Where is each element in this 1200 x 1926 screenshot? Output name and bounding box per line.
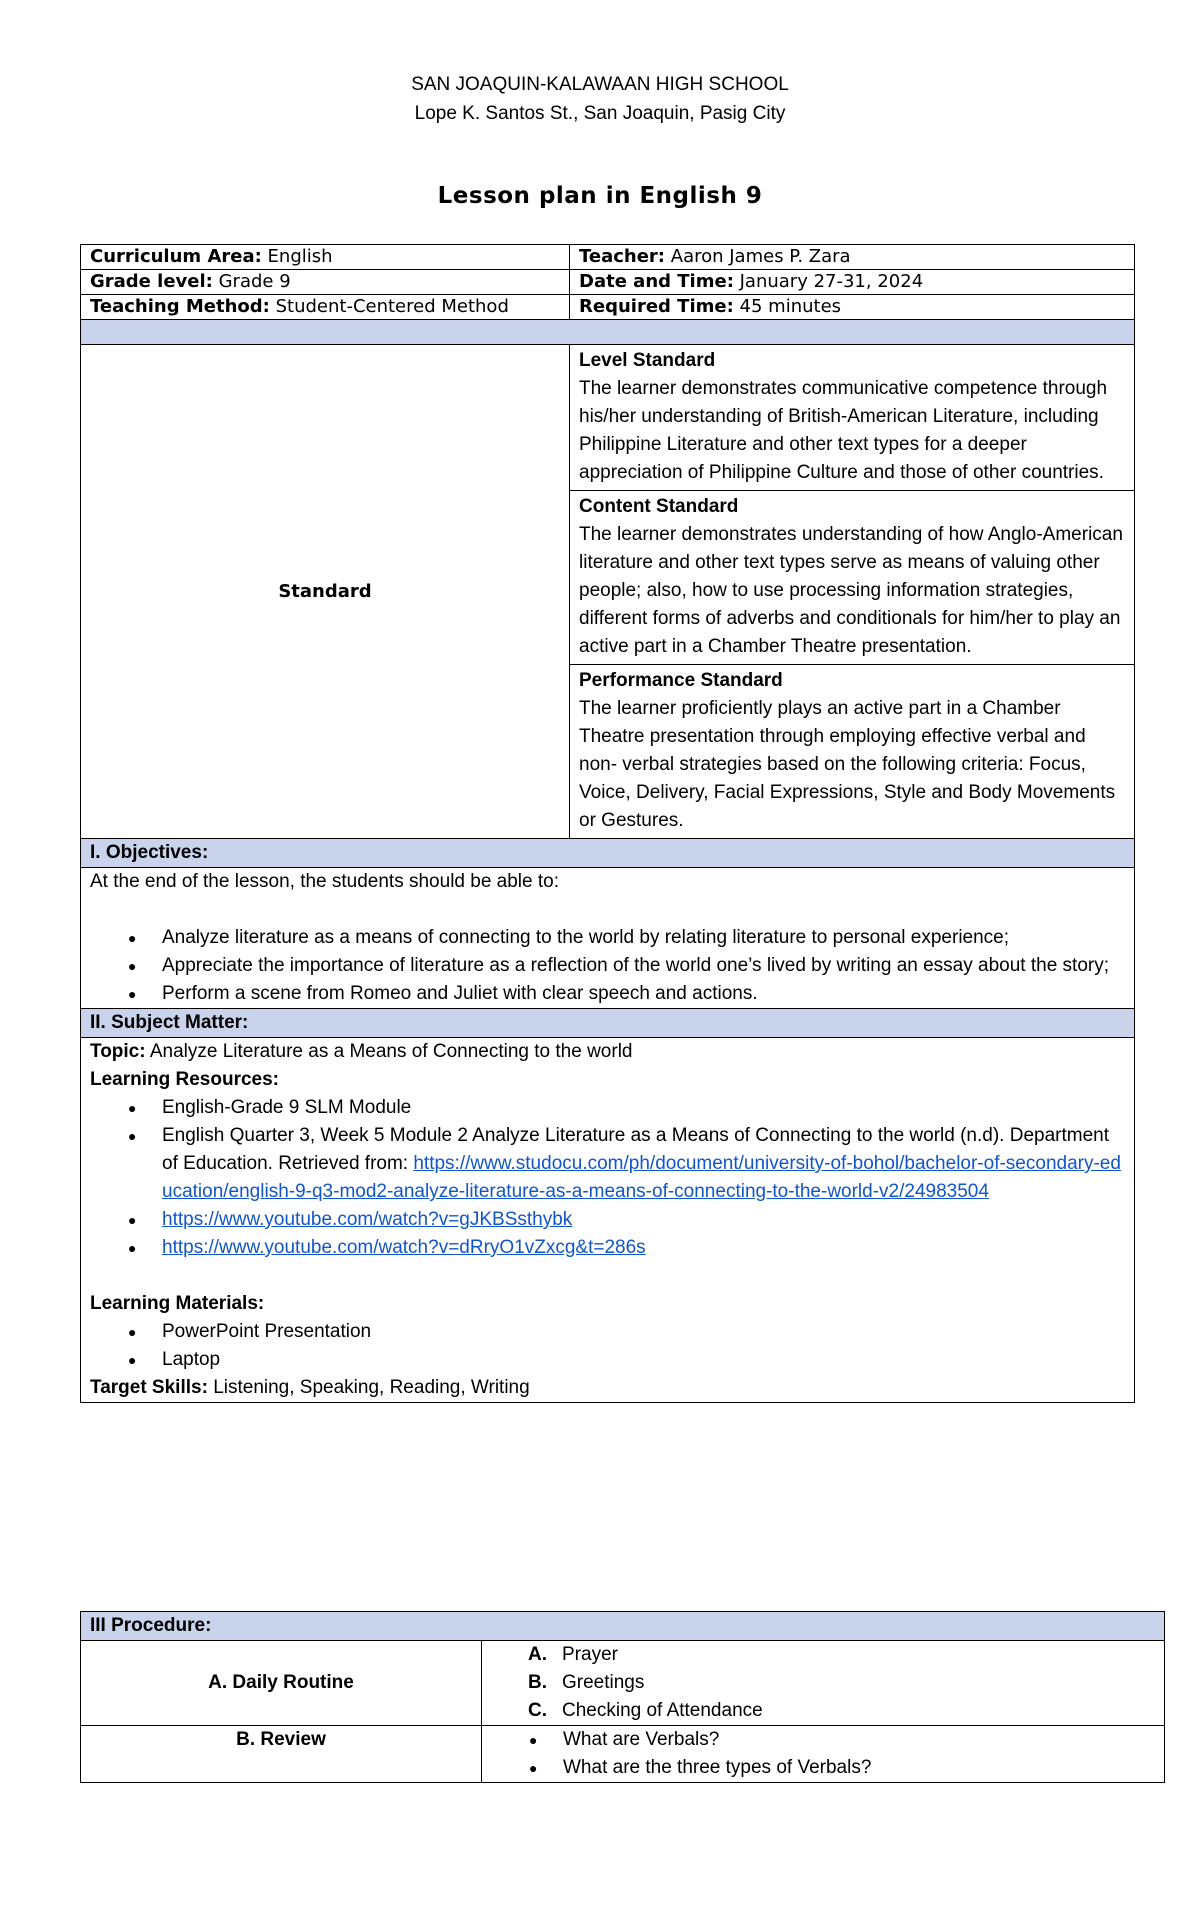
topic-value: Analyze Literature as a Means of Connecting to the world xyxy=(149,1041,633,1062)
list-item: ● English-Grade 9 SLM Module xyxy=(90,1094,1125,1122)
objectives-row xyxy=(81,868,1135,1009)
review-row xyxy=(81,1726,1165,1783)
list-item xyxy=(90,1234,1125,1262)
shaded-band xyxy=(81,320,1135,345)
list-item: ● Analyze literature as a means of connecting to the world by relating literature to personal experience; xyxy=(90,924,1125,952)
subject-matter-cell xyxy=(81,1038,1135,1403)
daily-routine-row xyxy=(81,1641,1165,1726)
grade-cell xyxy=(81,270,570,295)
list-marker: A. xyxy=(528,1644,547,1665)
list-item xyxy=(90,1122,1125,1206)
list-item: ● What are Verbals? xyxy=(491,1726,1155,1754)
teacher-label: Teacher: xyxy=(579,246,666,267)
time-cell xyxy=(570,295,1135,320)
youtube-link[interactable]: https://www.youtube.com/watch?v=gJKBSsthybk xyxy=(162,1209,573,1230)
list-item: ● Perform a scene from Romeo and Juliet with clear speech and actions. xyxy=(90,980,1125,1008)
materials-list xyxy=(90,1318,1125,1374)
lesson-plan-title: Lesson plan in English 9 xyxy=(437,183,763,209)
objectives-heading: I. Objectives: xyxy=(81,839,1135,868)
level-standard-cell xyxy=(570,345,1135,491)
info-row xyxy=(81,270,1135,295)
skills-value: Listening, Speaking, Reading, Writing xyxy=(213,1377,530,1398)
skills-line xyxy=(90,1374,1125,1402)
section-header-row xyxy=(81,839,1135,868)
level-standard-text: The learner demonstrates communicative competence through his/her understanding of British-American Literature, including Philippine Literature and other text types for a deeper appreciation of Philippine Culture and those of other countries. xyxy=(579,378,1108,483)
lesson-plan-table xyxy=(80,244,1135,1403)
list-item xyxy=(90,1206,1125,1234)
list-item: ● Appreciate the importance of literature as a reflection of the world one’s lived by writing an essay about the story; xyxy=(90,952,1125,980)
list-marker: C. xyxy=(528,1700,547,1721)
objectives-intro: At the end of the lesson, the students should be able to: xyxy=(90,871,559,892)
list-item xyxy=(491,1641,1155,1669)
youtube-link[interactable]: https://www.youtube.com/watch?v=dRryO1vZxcg&t=286s xyxy=(162,1237,646,1258)
method-value: Student-Centered Method xyxy=(275,296,509,317)
list-item xyxy=(491,1669,1155,1697)
curriculum-label: Curriculum Area: xyxy=(90,246,262,267)
procedure-heading: III Procedure: xyxy=(81,1612,1165,1641)
materials-label: Learning Materials: xyxy=(90,1293,265,1314)
standard-label: Standard xyxy=(81,345,570,839)
info-row xyxy=(81,245,1135,270)
objectives-list xyxy=(90,924,1125,1008)
list-marker: B. xyxy=(528,1672,547,1693)
resources-list xyxy=(90,1094,1125,1262)
daily-routine-cell xyxy=(482,1641,1165,1726)
content-standard-title: Content Standard xyxy=(579,496,739,517)
skills-label: Target Skills: xyxy=(90,1377,208,1398)
list-item: ● PowerPoint Presentation xyxy=(90,1318,1125,1346)
performance-standard-cell xyxy=(570,665,1135,839)
method-cell xyxy=(81,295,570,320)
grade-label: Grade level: xyxy=(90,271,213,292)
method-label: Teaching Method: xyxy=(90,296,270,317)
studocu-link[interactable]: https://www.studocu.com/ph/document/university-of-bohol/bachelor-of-secondary-education/english-9-q3-mod2-analyze-literature-as-a-means-of-connecting-to-the-world-v2/24983504 xyxy=(162,1153,1121,1202)
procedure-table xyxy=(80,1611,1165,1783)
objectives-cell xyxy=(81,868,1135,1009)
daily-routine-list xyxy=(491,1641,1155,1725)
date-label: Date and Time: xyxy=(579,271,734,292)
time-value: 45 minutes xyxy=(739,296,842,317)
performance-standard-text: The learner proficiently plays an active part in a Chamber Theatre presentation through employing effective verbal and non- verbal strategies based on the following criteria: Focus, Voice, Delivery, Facial Expressions, Style and Body Movements or Gestures. xyxy=(579,698,1116,831)
info-row xyxy=(81,295,1135,320)
teacher-value: Aaron James P. Zara xyxy=(670,246,851,267)
topic-line xyxy=(90,1038,1125,1066)
standard-row xyxy=(81,345,1135,491)
school-address: Lope K. Santos St., San Joaquin, Pasig City xyxy=(414,103,786,124)
daily-routine-label: A. Daily Routine xyxy=(81,1641,482,1726)
list-item: ● What are the three types of Verbals? xyxy=(491,1754,1155,1782)
curriculum-value: English xyxy=(267,246,333,267)
list-item: ● Laptop xyxy=(90,1346,1125,1374)
list-text: Greetings xyxy=(562,1672,645,1693)
resource-citation: English Quarter 3, Week 5 Module 2 Analyze Literature as a Means of Connecting to the world (n.d). Department of Education. Retrieved from: xyxy=(162,1125,1109,1174)
grade-value: Grade 9 xyxy=(218,271,291,292)
school-name: SAN JOAQUIN-KALAWAAN HIGH SCHOOL xyxy=(411,74,789,95)
list-item xyxy=(491,1697,1155,1725)
content-standard-text: The learner demonstrates understanding of how Anglo-American literature and other text types serve as means of valuing other people; also, how to use processing information strategies, different forms of adverbs and conditionals for him/her to play an active part in a Chamber Theatre presentation. xyxy=(579,524,1123,657)
review-list xyxy=(491,1726,1155,1782)
time-label: Required Time: xyxy=(579,296,734,317)
list-text: Checking of Attendance xyxy=(562,1700,763,1721)
review-label: B. Review xyxy=(81,1726,482,1783)
section-header-row xyxy=(81,1009,1135,1038)
topic-label: Topic: xyxy=(90,1041,146,1062)
date-value: January 27-31, 2024 xyxy=(739,271,924,292)
list-text: Prayer xyxy=(562,1644,618,1665)
resources-label: Learning Resources: xyxy=(90,1069,279,1090)
section-header-row xyxy=(81,1612,1165,1641)
curriculum-cell xyxy=(81,245,570,270)
content-standard-cell xyxy=(570,491,1135,665)
level-standard-title: Level Standard xyxy=(579,350,716,371)
subject-matter-row xyxy=(81,1038,1135,1403)
date-cell xyxy=(570,270,1135,295)
performance-standard-title: Performance Standard xyxy=(579,670,783,691)
subject-matter-heading: II. Subject Matter: xyxy=(81,1009,1135,1038)
review-cell xyxy=(482,1726,1165,1783)
teacher-cell xyxy=(570,245,1135,270)
